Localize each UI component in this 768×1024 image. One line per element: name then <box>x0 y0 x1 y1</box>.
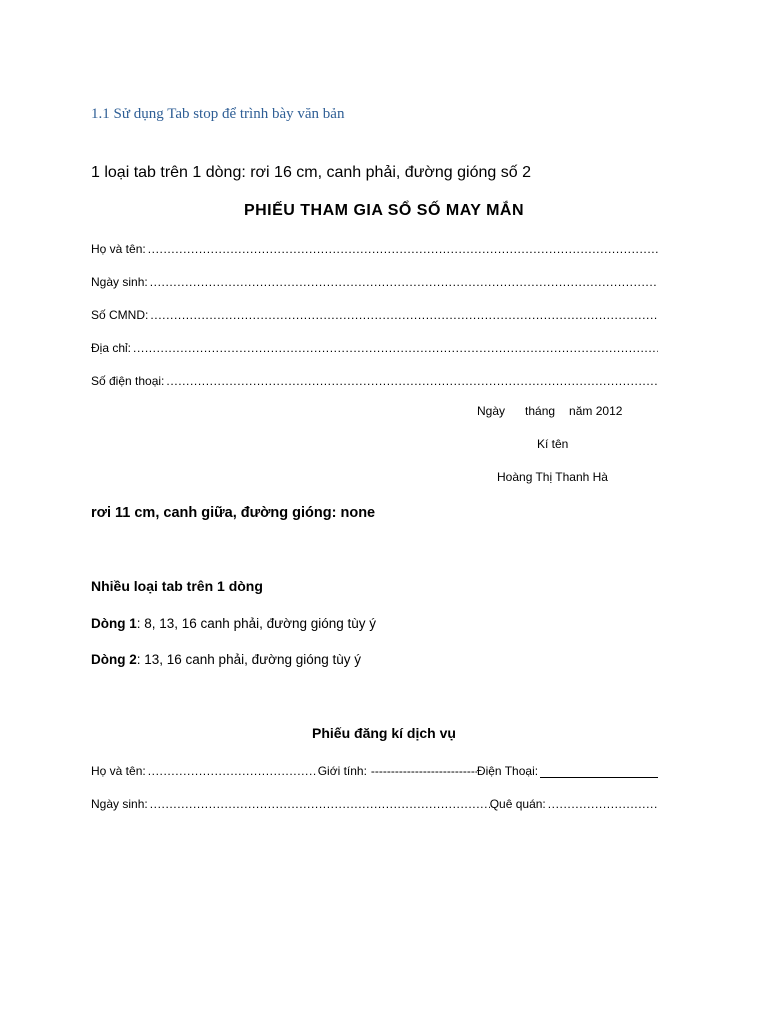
field-label: Địa chỉ: <box>91 341 132 355</box>
line1-label: Dòng 1 <box>91 616 137 631</box>
form1-title: PHIẾU THAM GIA SỔ SỐ MAY MẮN <box>243 202 525 219</box>
section-heading: 1.1 Sử dụng Tab stop để trình bày văn bản <box>91 106 345 122</box>
gender-label: Giới tính: <box>317 764 367 778</box>
line2-text: : 13, 16 canh phải, đường gióng tùy ý <box>136 652 362 667</box>
date-month: tháng <box>525 404 556 418</box>
field-row-id <box>91 306 658 322</box>
dotted-leader <box>146 762 318 778</box>
dotted-leader <box>546 795 658 811</box>
date-line <box>477 404 622 418</box>
line2-label: Dòng 2 <box>91 652 137 667</box>
dotted-leader <box>164 372 658 388</box>
date-day: Ngày <box>477 404 506 418</box>
dashed-leader <box>367 762 477 778</box>
sign-label: Kí tên <box>537 437 569 451</box>
dob-label: Ngày sinh: <box>91 797 148 811</box>
form2-row1 <box>91 762 658 778</box>
section3-title: Nhiều loại tab trên 1 dòng <box>91 578 263 594</box>
section2-title: rơi 11 cm, canh giữa, đường gióng: none <box>91 505 376 521</box>
dotted-leader <box>148 795 490 811</box>
field-label: Số điện thoại: <box>91 374 165 388</box>
date-year: năm 2012 <box>569 404 623 418</box>
hometown-label: Quê quán: <box>489 797 546 811</box>
signer-name: Hoàng Thị Thanh Hà <box>497 470 608 484</box>
field-row-name <box>91 240 658 256</box>
field-row-phone <box>91 372 658 388</box>
field-label: Họ và tên: <box>91 242 146 256</box>
line2-description <box>91 652 361 667</box>
form2-row2 <box>91 795 658 811</box>
field-label: Số CMND: <box>91 308 149 322</box>
field-row-address <box>91 339 658 355</box>
field-row-dob <box>91 273 658 289</box>
line1-text: : 8, 13, 16 canh phải, đường gióng tùy ý <box>136 616 377 631</box>
field-label: Ngày sinh: <box>91 275 148 289</box>
dotted-leader <box>148 306 658 322</box>
form2-title: Phiếu đăng kí dịch vụ <box>312 725 456 741</box>
dotted-leader <box>146 240 658 256</box>
line1-description <box>91 616 376 631</box>
section1-title: 1 loại tab trên 1 dòng: rơi 16 cm, canh phải, đường gióng số 2 <box>91 164 531 181</box>
dotted-leader <box>131 339 658 355</box>
dotted-leader <box>148 273 658 289</box>
phone-label: Điện Thoại: <box>476 764 539 778</box>
underline-leader <box>540 765 658 778</box>
name-label: Họ và tên: <box>91 764 146 778</box>
